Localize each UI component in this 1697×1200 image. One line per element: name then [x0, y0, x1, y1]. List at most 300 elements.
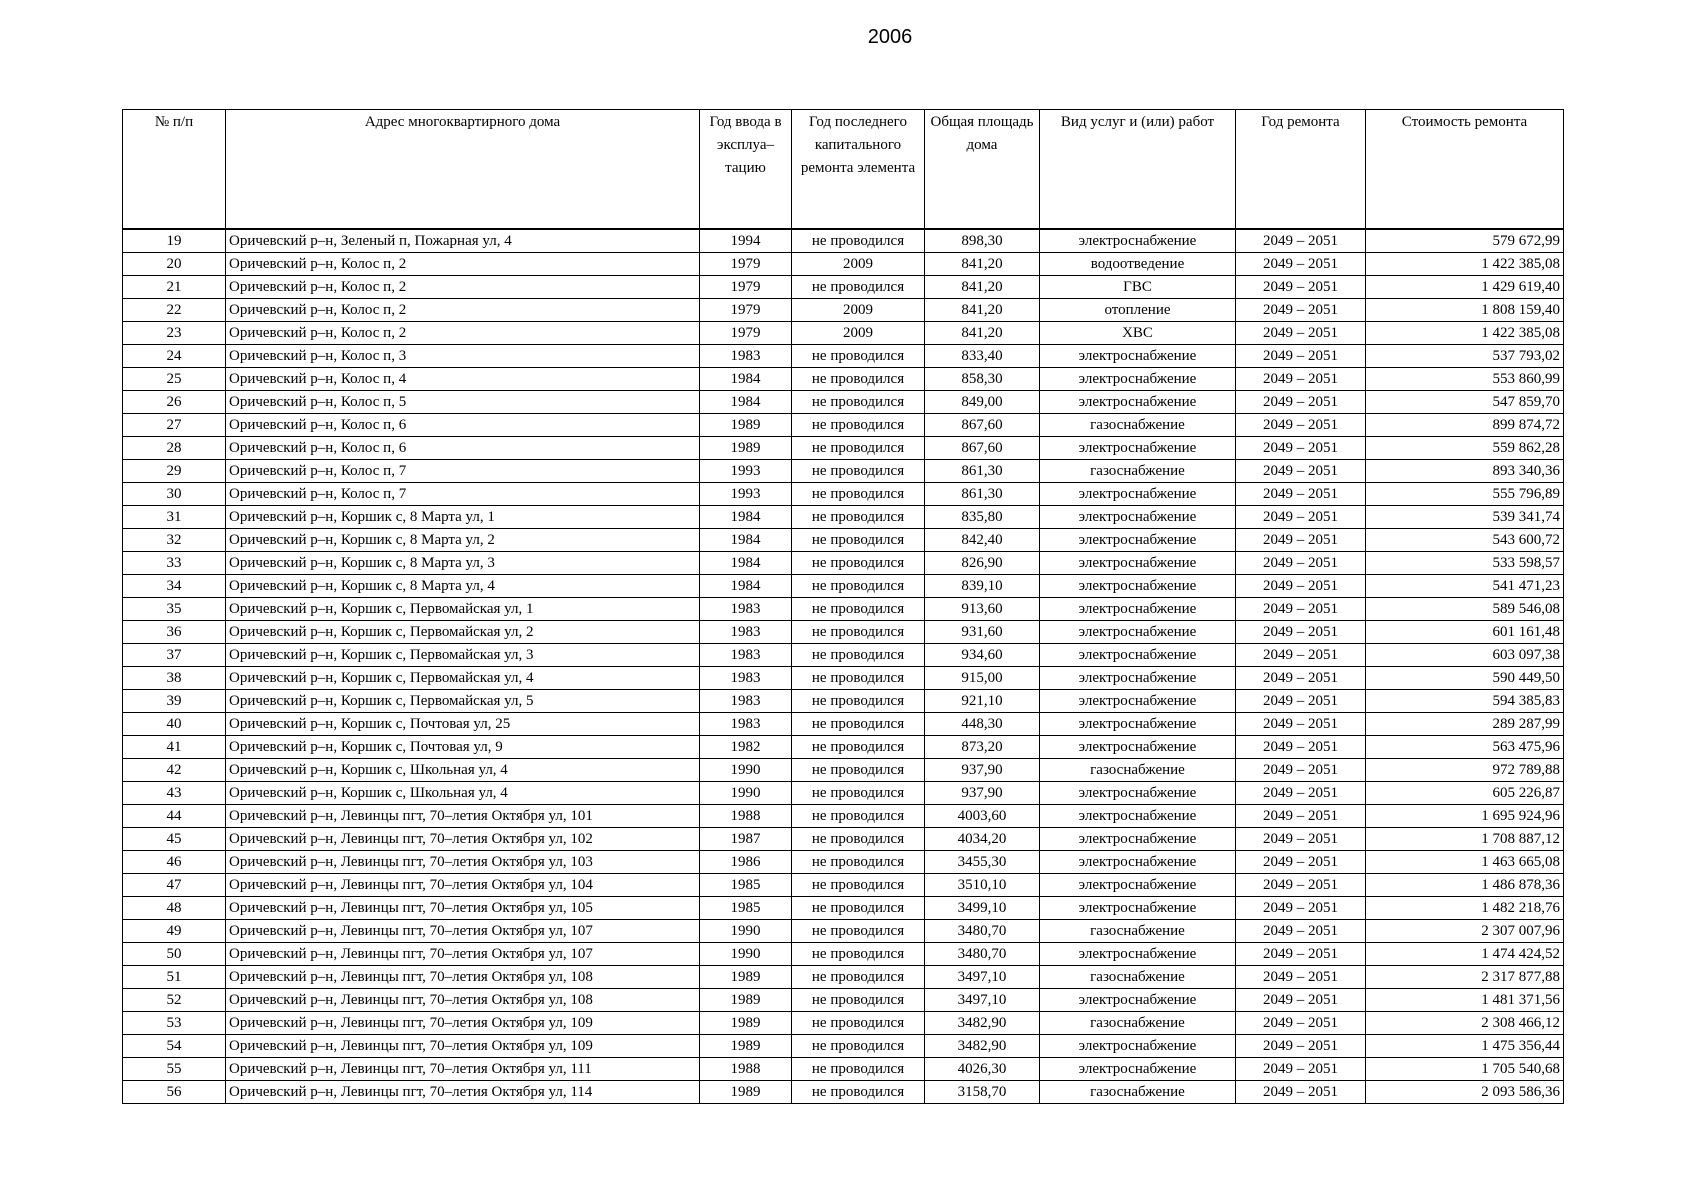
table-row	[123, 529, 1564, 552]
cell-last-repair: не проводился	[792, 667, 925, 690]
cell-address: Оричевский р–н, Коршик с, 8 Марта ул, 2	[226, 529, 700, 552]
cell-repair-years: 2049 – 2051	[1236, 483, 1366, 506]
cell-last-repair: не проводился	[792, 368, 925, 391]
cell-year-built: 1984	[700, 368, 792, 391]
table-row	[123, 414, 1564, 437]
cell-cost: 601 161,48	[1366, 621, 1564, 644]
cell-service: газоснабжение	[1040, 1012, 1236, 1035]
cell-repair-years: 2049 – 2051	[1236, 506, 1366, 529]
table-row	[123, 299, 1564, 322]
cell-num: 35	[123, 598, 226, 621]
cell-area: 826,90	[925, 552, 1040, 575]
table-row	[123, 322, 1564, 345]
cell-cost: 1 475 356,44	[1366, 1035, 1564, 1058]
cell-repair-years: 2049 – 2051	[1236, 322, 1366, 345]
cell-service: газоснабжение	[1040, 920, 1236, 943]
cell-last-repair: не проводился	[792, 690, 925, 713]
cell-area: 4003,60	[925, 805, 1040, 828]
cell-last-repair: 2009	[792, 299, 925, 322]
cell-year-built: 1983	[700, 621, 792, 644]
cell-area: 861,30	[925, 460, 1040, 483]
cell-last-repair: не проводился	[792, 805, 925, 828]
cell-area: 842,40	[925, 529, 1040, 552]
cell-area: 3499,10	[925, 897, 1040, 920]
cell-repair-years: 2049 – 2051	[1236, 1012, 1366, 1035]
cell-repair-years: 2049 – 2051	[1236, 621, 1366, 644]
cell-cost: 1 808 159,40	[1366, 299, 1564, 322]
cell-service: электроснабжение	[1040, 368, 1236, 391]
cell-repair-years: 2049 – 2051	[1236, 897, 1366, 920]
cell-area: 3158,70	[925, 1081, 1040, 1104]
repair-registry-table	[122, 109, 1564, 1104]
cell-year-built: 1979	[700, 322, 792, 345]
cell-area: 913,60	[925, 598, 1040, 621]
cell-repair-years: 2049 – 2051	[1236, 713, 1366, 736]
cell-area: 4034,20	[925, 828, 1040, 851]
cell-year-built: 1983	[700, 667, 792, 690]
cell-service: электроснабжение	[1040, 782, 1236, 805]
cell-cost: 543 600,72	[1366, 529, 1564, 552]
cell-service: электроснабжение	[1040, 575, 1236, 598]
cell-cost: 2 308 466,12	[1366, 1012, 1564, 1035]
cell-address: Оричевский р–н, Левинцы пгт, 70–летия Октября ул, 107	[226, 943, 700, 966]
cell-last-repair: не проводился	[792, 575, 925, 598]
cell-last-repair: 2009	[792, 253, 925, 276]
cell-year-built: 1979	[700, 253, 792, 276]
cell-repair-years: 2049 – 2051	[1236, 920, 1366, 943]
cell-cost: 2 093 586,36	[1366, 1081, 1564, 1104]
cell-service: газоснабжение	[1040, 460, 1236, 483]
cell-repair-years: 2049 – 2051	[1236, 736, 1366, 759]
cell-address: Оричевский р–н, Левинцы пгт, 70–летия Октября ул, 104	[226, 874, 700, 897]
cell-repair-years: 2049 – 2051	[1236, 345, 1366, 368]
cell-address: Оричевский р–н, Коршик с, 8 Марта ул, 3	[226, 552, 700, 575]
page-number: 2006	[867, 26, 913, 48]
cell-address: Оричевский р–н, Колос п, 2	[226, 299, 700, 322]
cell-service: электроснабжение	[1040, 713, 1236, 736]
cell-address: Оричевский р–н, Колос п, 5	[226, 391, 700, 414]
cell-service: электроснабжение	[1040, 598, 1236, 621]
table-row	[123, 506, 1564, 529]
cell-service: электроснабжение	[1040, 897, 1236, 920]
cell-num: 37	[123, 644, 226, 667]
cell-num: 46	[123, 851, 226, 874]
cell-num: 23	[123, 322, 226, 345]
cell-service: газоснабжение	[1040, 1081, 1236, 1104]
cell-num: 48	[123, 897, 226, 920]
table-row	[123, 437, 1564, 460]
cell-num: 24	[123, 345, 226, 368]
table-row	[123, 621, 1564, 644]
cell-service: электроснабжение	[1040, 506, 1236, 529]
cell-cost: 555 796,89	[1366, 483, 1564, 506]
cell-area: 3510,10	[925, 874, 1040, 897]
cell-area: 849,00	[925, 391, 1040, 414]
cell-num: 39	[123, 690, 226, 713]
cell-address: Оричевский р–н, Колос п, 7	[226, 483, 700, 506]
cell-last-repair: не проводился	[792, 529, 925, 552]
cell-cost: 559 862,28	[1366, 437, 1564, 460]
cell-address: Оричевский р–н, Колос п, 6	[226, 437, 700, 460]
table-row	[123, 897, 1564, 920]
cell-num: 30	[123, 483, 226, 506]
cell-year-built: 1982	[700, 736, 792, 759]
cell-area: 898,30	[925, 229, 1040, 253]
cell-year-built: 1979	[700, 299, 792, 322]
cell-service: электроснабжение	[1040, 1035, 1236, 1058]
cell-num: 36	[123, 621, 226, 644]
cell-num: 21	[123, 276, 226, 299]
cell-service: ГВС	[1040, 276, 1236, 299]
cell-area: 937,90	[925, 759, 1040, 782]
cell-area: 3480,70	[925, 943, 1040, 966]
cell-repair-years: 2049 – 2051	[1236, 966, 1366, 989]
table-row	[123, 253, 1564, 276]
cell-address: Оричевский р–н, Левинцы пгт, 70–летия Октября ул, 109	[226, 1012, 700, 1035]
cell-repair-years: 2049 – 2051	[1236, 414, 1366, 437]
cell-num: 54	[123, 1035, 226, 1058]
table-row	[123, 598, 1564, 621]
cell-last-repair: не проводился	[792, 1058, 925, 1081]
cell-repair-years: 2049 – 2051	[1236, 229, 1366, 253]
cell-cost: 1 481 371,56	[1366, 989, 1564, 1012]
cell-year-built: 1988	[700, 1058, 792, 1081]
cell-address: Оричевский р–н, Левинцы пгт, 70–летия Октября ул, 102	[226, 828, 700, 851]
cell-repair-years: 2049 – 2051	[1236, 299, 1366, 322]
cell-num: 56	[123, 1081, 226, 1104]
table-row	[123, 690, 1564, 713]
cell-address: Оричевский р–н, Коршик с, Почтовая ул, 25	[226, 713, 700, 736]
table-row	[123, 1035, 1564, 1058]
cell-year-built: 1993	[700, 460, 792, 483]
cell-year-built: 1984	[700, 391, 792, 414]
cell-num: 38	[123, 667, 226, 690]
table-row	[123, 736, 1564, 759]
cell-repair-years: 2049 – 2051	[1236, 276, 1366, 299]
cell-cost: 605 226,87	[1366, 782, 1564, 805]
cell-address: Оричевский р–н, Колос п, 2	[226, 276, 700, 299]
cell-num: 31	[123, 506, 226, 529]
cell-address: Оричевский р–н, Коршик с, Школьная ул, 4	[226, 759, 700, 782]
cell-service: электроснабжение	[1040, 690, 1236, 713]
cell-address: Оричевский р–н, Колос п, 2	[226, 322, 700, 345]
cell-service: электроснабжение	[1040, 805, 1236, 828]
cell-service: электроснабжение	[1040, 874, 1236, 897]
cell-last-repair: не проводился	[792, 759, 925, 782]
cell-service: электроснабжение	[1040, 989, 1236, 1012]
table-row	[123, 575, 1564, 598]
table-row	[123, 713, 1564, 736]
cell-year-built: 1984	[700, 529, 792, 552]
cell-year-built: 1983	[700, 345, 792, 368]
cell-repair-years: 2049 – 2051	[1236, 368, 1366, 391]
cell-address: Оричевский р–н, Коршик с, Первомайская ул, 1	[226, 598, 700, 621]
cell-address: Оричевский р–н, Левинцы пгт, 70–летия Октября ул, 108	[226, 966, 700, 989]
cell-last-repair: не проводился	[792, 229, 925, 253]
cell-cost: 2 307 007,96	[1366, 920, 1564, 943]
cell-service: газоснабжение	[1040, 414, 1236, 437]
cell-cost: 289 287,99	[1366, 713, 1564, 736]
cell-last-repair: не проводился	[792, 943, 925, 966]
table-row	[123, 828, 1564, 851]
cell-repair-years: 2049 – 2051	[1236, 690, 1366, 713]
header-last-repair: Год последнего капитального ремонта элемента	[792, 110, 925, 230]
cell-area: 858,30	[925, 368, 1040, 391]
cell-service: электроснабжение	[1040, 437, 1236, 460]
cell-repair-years: 2049 – 2051	[1236, 529, 1366, 552]
cell-repair-years: 2049 – 2051	[1236, 828, 1366, 851]
cell-repair-years: 2049 – 2051	[1236, 575, 1366, 598]
cell-num: 45	[123, 828, 226, 851]
cell-area: 3480,70	[925, 920, 1040, 943]
table-row	[123, 1058, 1564, 1081]
cell-num: 34	[123, 575, 226, 598]
header-cost: Стоимость ремонта	[1366, 110, 1564, 230]
cell-year-built: 1988	[700, 805, 792, 828]
cell-repair-years: 2049 – 2051	[1236, 759, 1366, 782]
header-num: № п/п	[123, 110, 226, 230]
cell-num: 28	[123, 437, 226, 460]
cell-service: электроснабжение	[1040, 529, 1236, 552]
cell-last-repair: не проводился	[792, 1012, 925, 1035]
header-service: Вид услуг и (или) работ	[1040, 110, 1236, 230]
table-row	[123, 391, 1564, 414]
cell-service: электроснабжение	[1040, 391, 1236, 414]
cell-cost: 563 475,96	[1366, 736, 1564, 759]
cell-address: Оричевский р–н, Коршик с, 8 Марта ул, 1	[226, 506, 700, 529]
cell-address: Оричевский р–н, Колос п, 2	[226, 253, 700, 276]
cell-last-repair: не проводился	[792, 437, 925, 460]
cell-repair-years: 2049 – 2051	[1236, 1081, 1366, 1104]
cell-address: Оричевский р–н, Левинцы пгт, 70–летия Октября ул, 103	[226, 851, 700, 874]
cell-num: 49	[123, 920, 226, 943]
cell-num: 32	[123, 529, 226, 552]
cell-cost: 1 429 619,40	[1366, 276, 1564, 299]
cell-area: 3482,90	[925, 1035, 1040, 1058]
cell-year-built: 1989	[700, 989, 792, 1012]
cell-address: Оричевский р–н, Левинцы пгт, 70–летия Октября ул, 109	[226, 1035, 700, 1058]
cell-last-repair: не проводился	[792, 506, 925, 529]
cell-num: 27	[123, 414, 226, 437]
cell-area: 3455,30	[925, 851, 1040, 874]
cell-area: 937,90	[925, 782, 1040, 805]
cell-area: 835,80	[925, 506, 1040, 529]
cell-area: 839,10	[925, 575, 1040, 598]
cell-year-built: 1984	[700, 552, 792, 575]
cell-address: Оричевский р–н, Коршик с, 8 Марта ул, 4	[226, 575, 700, 598]
cell-repair-years: 2049 – 2051	[1236, 253, 1366, 276]
cell-num: 55	[123, 1058, 226, 1081]
cell-address: Оричевский р–н, Левинцы пгт, 70–летия Октября ул, 111	[226, 1058, 700, 1081]
cell-service: электроснабжение	[1040, 483, 1236, 506]
cell-last-repair: не проводился	[792, 621, 925, 644]
cell-service: газоснабжение	[1040, 966, 1236, 989]
cell-last-repair: не проводился	[792, 920, 925, 943]
cell-repair-years: 2049 – 2051	[1236, 437, 1366, 460]
cell-area: 3482,90	[925, 1012, 1040, 1035]
cell-cost: 603 097,38	[1366, 644, 1564, 667]
cell-cost: 594 385,83	[1366, 690, 1564, 713]
cell-last-repair: 2009	[792, 322, 925, 345]
cell-area: 841,20	[925, 299, 1040, 322]
cell-address: Оричевский р–н, Колос п, 4	[226, 368, 700, 391]
cell-address: Оричевский р–н, Зеленый п, Пожарная ул, 4	[226, 229, 700, 253]
table-row	[123, 460, 1564, 483]
cell-last-repair: не проводился	[792, 828, 925, 851]
cell-area: 931,60	[925, 621, 1040, 644]
cell-area: 861,30	[925, 483, 1040, 506]
cell-area: 3497,10	[925, 966, 1040, 989]
cell-cost: 590 449,50	[1366, 667, 1564, 690]
table-row	[123, 989, 1564, 1012]
cell-num: 26	[123, 391, 226, 414]
cell-service: электроснабжение	[1040, 552, 1236, 575]
cell-num: 53	[123, 1012, 226, 1035]
cell-cost: 541 471,23	[1366, 575, 1564, 598]
cell-last-repair: не проводился	[792, 874, 925, 897]
cell-last-repair: не проводился	[792, 966, 925, 989]
cell-repair-years: 2049 – 2051	[1236, 598, 1366, 621]
table-row	[123, 483, 1564, 506]
cell-address: Оричевский р–н, Коршик с, Почтовая ул, 9	[226, 736, 700, 759]
cell-num: 47	[123, 874, 226, 897]
cell-repair-years: 2049 – 2051	[1236, 552, 1366, 575]
cell-address: Оричевский р–н, Левинцы пгт, 70–летия Октября ул, 114	[226, 1081, 700, 1104]
cell-cost: 537 793,02	[1366, 345, 1564, 368]
cell-last-repair: не проводился	[792, 598, 925, 621]
cell-cost: 1 422 385,08	[1366, 253, 1564, 276]
cell-address: Оричевский р–н, Коршик с, Первомайская ул, 4	[226, 667, 700, 690]
cell-num: 42	[123, 759, 226, 782]
cell-year-built: 1989	[700, 966, 792, 989]
cell-year-built: 1984	[700, 506, 792, 529]
header-year-built: Год ввода в эксплуа–тацию	[700, 110, 792, 230]
cell-year-built: 1983	[700, 644, 792, 667]
cell-num: 43	[123, 782, 226, 805]
cell-num: 22	[123, 299, 226, 322]
cell-service: электроснабжение	[1040, 667, 1236, 690]
cell-last-repair: не проводился	[792, 1081, 925, 1104]
cell-year-built: 1989	[700, 1035, 792, 1058]
cell-year-built: 1983	[700, 713, 792, 736]
table-row	[123, 229, 1564, 253]
cell-address: Оричевский р–н, Левинцы пгт, 70–летия Октября ул, 101	[226, 805, 700, 828]
cell-address: Оричевский р–н, Коршик с, Первомайская ул, 2	[226, 621, 700, 644]
cell-area: 934,60	[925, 644, 1040, 667]
table-row	[123, 874, 1564, 897]
cell-service: электроснабжение	[1040, 851, 1236, 874]
cell-service: водоотведение	[1040, 253, 1236, 276]
cell-num: 29	[123, 460, 226, 483]
table-row	[123, 1081, 1564, 1104]
cell-area: 867,60	[925, 437, 1040, 460]
cell-num: 51	[123, 966, 226, 989]
cell-repair-years: 2049 – 2051	[1236, 391, 1366, 414]
cell-repair-years: 2049 – 2051	[1236, 943, 1366, 966]
cell-cost: 1 482 218,76	[1366, 897, 1564, 920]
table-row	[123, 943, 1564, 966]
cell-service: электроснабжение	[1040, 644, 1236, 667]
cell-address: Оричевский р–н, Колос п, 6	[226, 414, 700, 437]
cell-cost: 2 317 877,88	[1366, 966, 1564, 989]
cell-address: Оричевский р–н, Коршик с, Школьная ул, 4	[226, 782, 700, 805]
cell-service: электроснабжение	[1040, 229, 1236, 253]
cell-year-built: 1989	[700, 1012, 792, 1035]
cell-area: 841,20	[925, 322, 1040, 345]
table-row	[123, 644, 1564, 667]
cell-cost: 589 546,08	[1366, 598, 1564, 621]
table-row	[123, 667, 1564, 690]
cell-service: электроснабжение	[1040, 345, 1236, 368]
cell-cost: 547 859,70	[1366, 391, 1564, 414]
cell-address: Оричевский р–н, Левинцы пгт, 70–летия Октября ул, 105	[226, 897, 700, 920]
cell-num: 44	[123, 805, 226, 828]
table-row	[123, 759, 1564, 782]
cell-repair-years: 2049 – 2051	[1236, 1058, 1366, 1081]
cell-cost: 1 695 924,96	[1366, 805, 1564, 828]
cell-last-repair: не проводился	[792, 414, 925, 437]
cell-cost: 1 705 540,68	[1366, 1058, 1564, 1081]
table-row	[123, 1012, 1564, 1035]
cell-repair-years: 2049 – 2051	[1236, 667, 1366, 690]
cell-year-built: 1985	[700, 874, 792, 897]
cell-year-built: 1990	[700, 759, 792, 782]
cell-cost: 972 789,88	[1366, 759, 1564, 782]
cell-address: Оричевский р–н, Коршик с, Первомайская ул, 3	[226, 644, 700, 667]
cell-area: 833,40	[925, 345, 1040, 368]
cell-year-built: 1984	[700, 575, 792, 598]
cell-last-repair: не проводился	[792, 391, 925, 414]
cell-last-repair: не проводился	[792, 1035, 925, 1058]
cell-cost: 539 341,74	[1366, 506, 1564, 529]
cell-area: 448,30	[925, 713, 1040, 736]
cell-cost: 1 422 385,08	[1366, 322, 1564, 345]
cell-cost: 553 860,99	[1366, 368, 1564, 391]
table-body	[123, 229, 1564, 1104]
cell-num: 50	[123, 943, 226, 966]
cell-year-built: 1993	[700, 483, 792, 506]
cell-last-repair: не проводился	[792, 989, 925, 1012]
cell-cost: 579 672,99	[1366, 229, 1564, 253]
cell-num: 25	[123, 368, 226, 391]
cell-address: Оричевский р–н, Коршик с, Первомайская ул, 5	[226, 690, 700, 713]
cell-area: 3497,10	[925, 989, 1040, 1012]
cell-service: электроснабжение	[1040, 736, 1236, 759]
cell-year-built: 1990	[700, 943, 792, 966]
cell-year-built: 1989	[700, 414, 792, 437]
cell-area: 921,10	[925, 690, 1040, 713]
cell-address: Оричевский р–н, Колос п, 3	[226, 345, 700, 368]
table-row	[123, 345, 1564, 368]
table-row	[123, 782, 1564, 805]
cell-repair-years: 2049 – 2051	[1236, 851, 1366, 874]
cell-cost: 1 486 878,36	[1366, 874, 1564, 897]
table-row	[123, 552, 1564, 575]
cell-year-built: 1983	[700, 598, 792, 621]
cell-last-repair: не проводился	[792, 736, 925, 759]
cell-repair-years: 2049 – 2051	[1236, 782, 1366, 805]
cell-area: 873,20	[925, 736, 1040, 759]
cell-address: Оричевский р–н, Левинцы пгт, 70–летия Октября ул, 107	[226, 920, 700, 943]
header-repair-years: Год ремонта	[1236, 110, 1366, 230]
cell-cost: 1 474 424,52	[1366, 943, 1564, 966]
cell-last-repair: не проводился	[792, 851, 925, 874]
cell-repair-years: 2049 – 2051	[1236, 805, 1366, 828]
header-area: Общая площадь дома	[925, 110, 1040, 230]
cell-year-built: 1983	[700, 690, 792, 713]
cell-repair-years: 2049 – 2051	[1236, 989, 1366, 1012]
cell-num: 40	[123, 713, 226, 736]
